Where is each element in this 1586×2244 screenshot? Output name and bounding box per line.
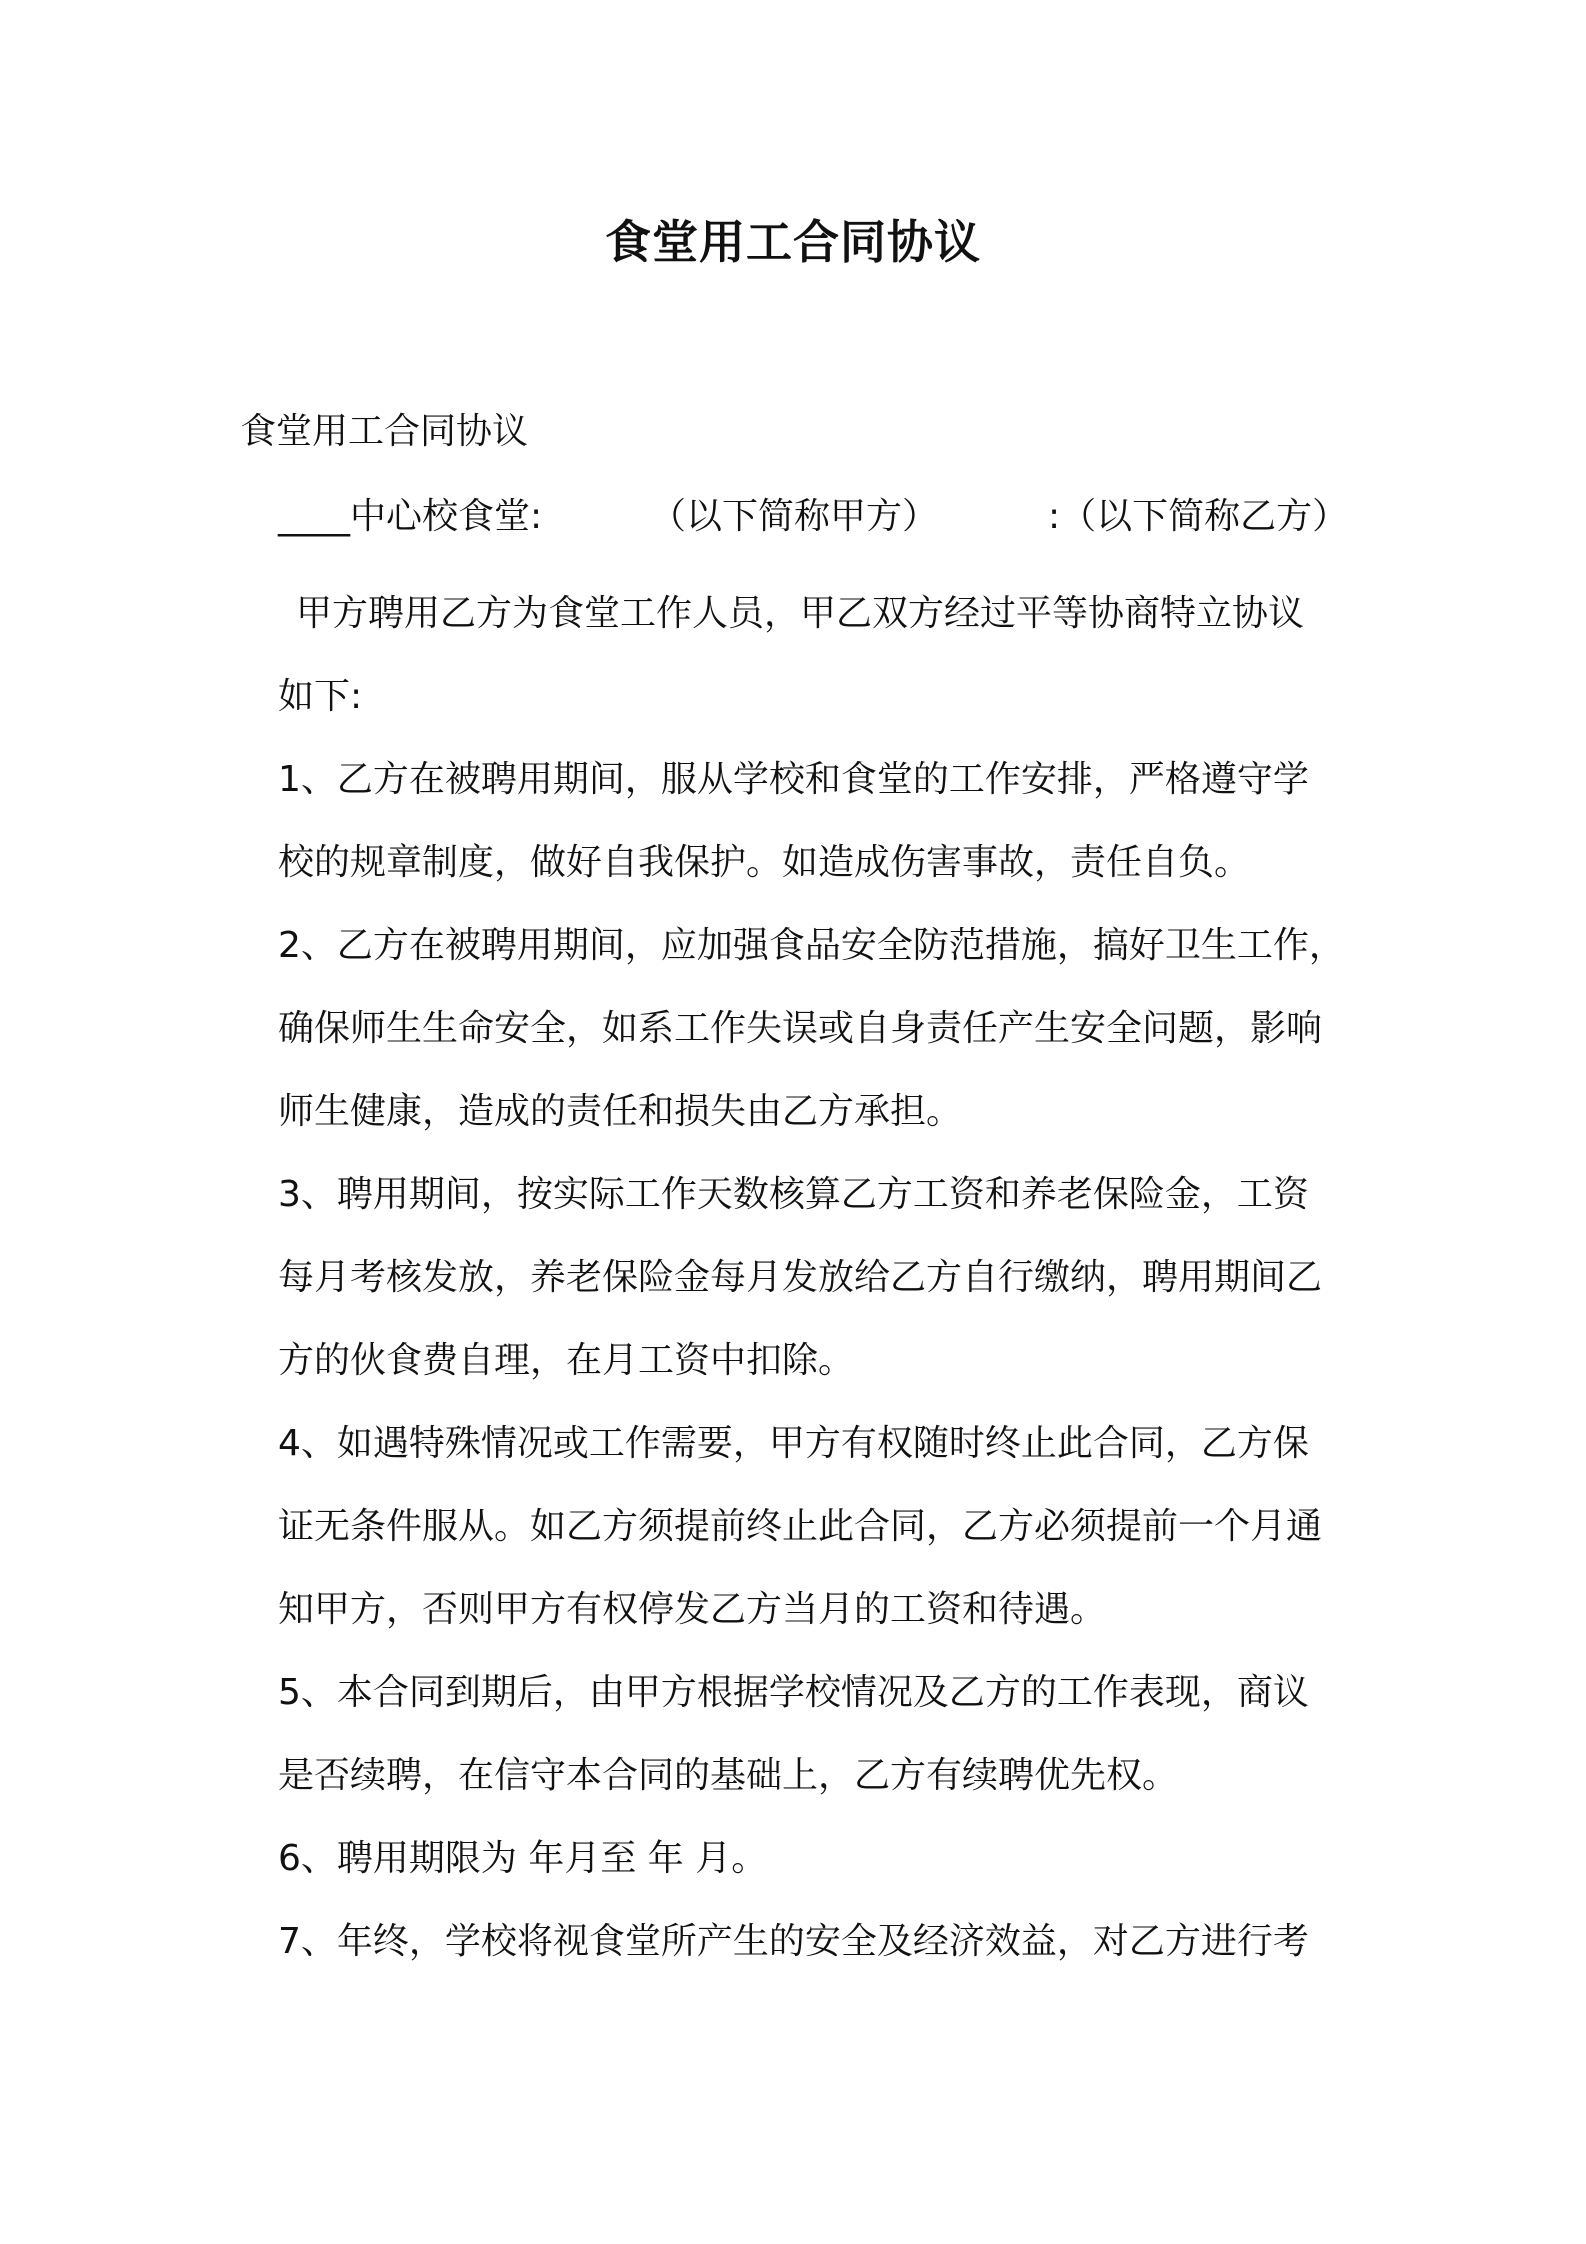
clause-6-line-1: 6、聘用期限为 年月至 年 月。 [278,1838,768,1879]
clause-4-line-2: 证无条件服从。如乙方须提前终止此合同，乙方必须提前一个月通 [278,1506,1323,1547]
contract-body [278,572,1358,1983]
clause-1-line-2: 校的规章制度，做好自我保护。如造成伤害事故，责任自负。 [278,842,1251,883]
intro-line-2: 如下: [278,676,363,717]
party-a-alias: （以下简称甲方） [650,496,939,537]
clause-5-line-1: 5、本合同到期后，由甲方根据学校情况及乙方的工作表现，商议 [278,1672,1309,1713]
intro-line-1: 甲方聘用乙方为食堂工作人员，甲乙双方经过平等协商特立协议 [296,593,1305,634]
clause-2-line-2: 确保师生生命安全，如系工作失误或自身责任产生安全问题，影响 [278,1008,1323,1049]
clause-3-line-3: 方的伙食费自理，在月工资中扣除。 [278,1340,855,1381]
party-a-name: ____中心校食堂: [278,496,543,537]
clause-2-line-3: 师生健康，造成的责任和损失由乙方承担。 [278,1091,963,1132]
party-line [278,492,1358,542]
document-title: 食堂用工合同协议 [605,215,981,269]
clause-7-line-1: 7、年终，学校将视食堂所产生的安全及经济效益，对乙方进行考 [278,1921,1309,1962]
party-b-alias: :（以下简称乙方） [1048,496,1349,537]
clause-4-line-3: 知甲方，否则甲方有权停发乙方当月的工资和待遇。 [278,1589,1107,1630]
clause-4-line-1: 4、如遇特殊情况或工作需要，甲方有权随时终止此合同，乙方保 [278,1423,1309,1464]
clause-3-line-1: 3、聘用期间，按实际工作天数核算乙方工资和养老保险金，工资 [278,1174,1309,1215]
clause-2-line-1: 2、乙方在被聘用期间，应加强食品安全防范措施，搞好卫生工作， [278,925,1345,966]
clause-3-line-2: 每月考核发放，养老保险金每月发放给乙方自行缴纳，聘用期间乙 [278,1257,1323,1298]
document-subtitle: 食堂用工合同协议 [240,411,529,452]
clause-1-line-1: 1、乙方在被聘用期间，服从学校和食堂的工作安排，严格遵守学 [278,759,1309,800]
clause-5-line-2: 是否续聘，在信守本合同的基础上，乙方有续聘优先权。 [278,1755,1179,1796]
